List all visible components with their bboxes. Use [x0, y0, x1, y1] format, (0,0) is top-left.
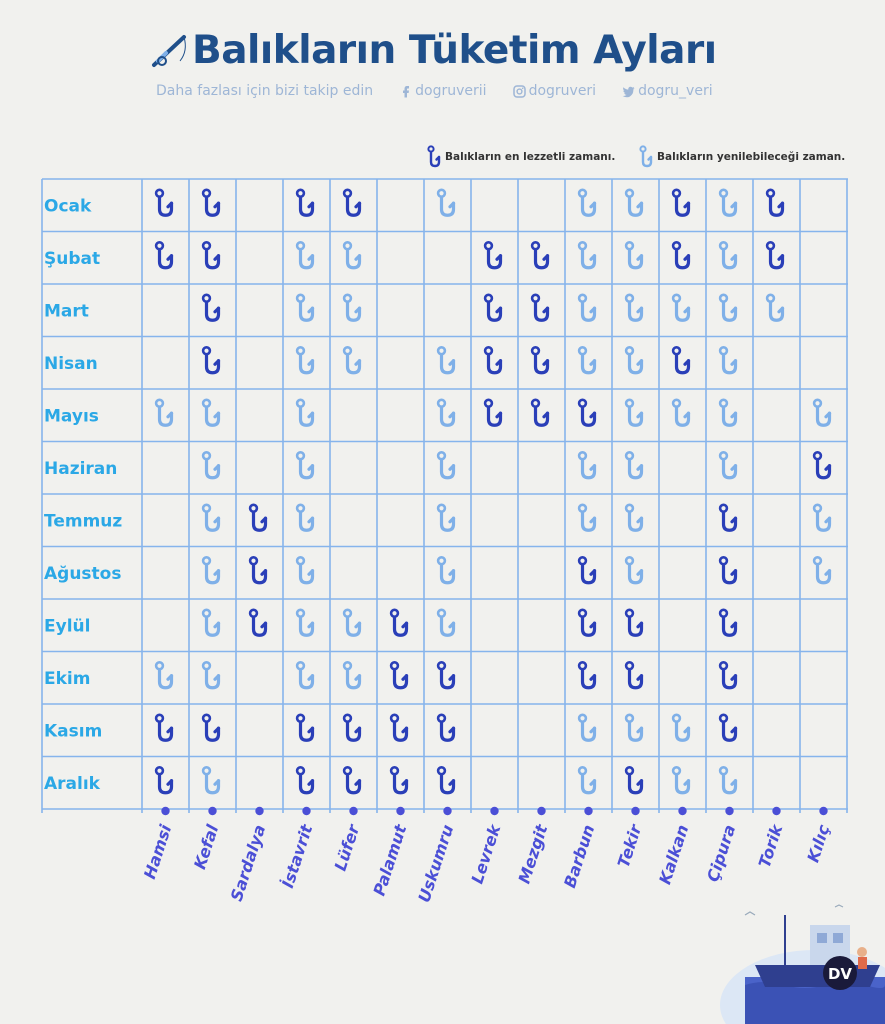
hook-light-icon — [720, 190, 735, 215]
hook-light-icon — [626, 347, 641, 372]
hook-light-icon — [203, 452, 218, 477]
fish-marker-dot — [161, 807, 169, 815]
fish-label: Torik — [754, 822, 787, 870]
fish-marker-dot — [819, 807, 827, 815]
fish-marker-dot — [725, 807, 733, 815]
hook-light-icon — [297, 295, 312, 320]
hook-light-icon — [626, 190, 641, 215]
hook-light-icon — [626, 295, 641, 320]
hook-light-icon — [438, 347, 453, 372]
hook-light-icon — [203, 662, 218, 687]
hook-light-icon — [720, 400, 735, 425]
hook-dark-icon — [673, 190, 688, 215]
fish-marker-dot — [443, 807, 451, 815]
month-label: Şubat — [44, 248, 101, 269]
fish-marker-dot — [678, 807, 686, 815]
hook-dark-icon — [579, 662, 594, 687]
fish-label: Barbun — [560, 822, 599, 891]
hook-light-icon — [438, 557, 453, 582]
hook-light-icon — [814, 557, 829, 582]
hook-light-icon — [579, 767, 594, 792]
hook-light-icon — [344, 662, 359, 687]
month-label: Eylül — [44, 616, 91, 637]
hook-dark-icon — [626, 767, 641, 792]
fish-label: Lüfer — [330, 822, 364, 874]
hook-light-icon — [344, 347, 359, 372]
fish-marker-dot — [349, 807, 357, 815]
hook-light-icon — [297, 557, 312, 582]
hook-dark-icon — [720, 610, 735, 635]
hook-dark-icon — [485, 347, 500, 372]
fish-label: Çipura — [703, 822, 740, 885]
hook-dark-icon — [532, 347, 547, 372]
hook-dark-icon — [391, 610, 406, 635]
hook-light-icon — [203, 610, 218, 635]
hook-dark-icon — [344, 767, 359, 792]
hook-light-icon — [626, 505, 641, 530]
month-label: Mayıs — [44, 406, 99, 427]
hook-light-icon — [344, 242, 359, 267]
hook-dark-icon — [391, 662, 406, 687]
hook-dark-icon — [767, 242, 782, 267]
hook-dark-icon — [297, 715, 312, 740]
hook-light-icon — [156, 400, 171, 425]
hook-dark-icon — [203, 295, 218, 320]
hook-light-icon — [297, 505, 312, 530]
fish-label: Hamsi — [139, 822, 176, 882]
hook-dark-icon — [156, 242, 171, 267]
hook-light-icon — [438, 400, 453, 425]
hook-dark-icon — [532, 400, 547, 425]
hook-light-icon — [203, 505, 218, 530]
hook-dark-icon — [203, 190, 218, 215]
fish-marker-dot — [490, 807, 498, 815]
hook-light-icon — [344, 610, 359, 635]
fish-marker-dot — [302, 807, 310, 815]
hook-light-icon — [767, 295, 782, 320]
hook-dark-icon — [485, 400, 500, 425]
month-label: Ağustos — [44, 563, 122, 584]
fish-label: Levrek — [467, 822, 505, 887]
hook-dark-icon — [297, 767, 312, 792]
month-label: Ocak — [44, 196, 92, 217]
fish-marker-dot — [772, 807, 780, 815]
hook-dark-icon — [532, 242, 547, 267]
hook-light-icon — [297, 610, 312, 635]
fish-marker-dot — [255, 807, 263, 815]
facebook-handle: dogruverii — [415, 83, 487, 99]
fish-marker-dot — [208, 807, 216, 815]
month-label: Nisan — [44, 353, 98, 374]
hook-dark-icon — [626, 662, 641, 687]
hook-dark-icon — [673, 347, 688, 372]
hook-light-icon — [297, 242, 312, 267]
hook-dark-icon — [532, 295, 547, 320]
hook-dark-icon — [156, 715, 171, 740]
hook-light-icon — [720, 347, 735, 372]
hook-light-icon — [203, 767, 218, 792]
hook-dark-icon — [203, 715, 218, 740]
hook-light-icon — [720, 767, 735, 792]
hook-light-icon — [814, 400, 829, 425]
hook-light-icon — [344, 295, 359, 320]
hook-dark-icon — [720, 715, 735, 740]
hook-dark-icon — [720, 557, 735, 582]
twitter-handle: dogru_veri — [638, 83, 713, 99]
hook-dark-icon — [156, 767, 171, 792]
month-label: Kasım — [44, 721, 103, 742]
fish-label: İstavrit — [278, 822, 317, 891]
hook-dark-icon — [250, 610, 265, 635]
hook-light-icon — [297, 662, 312, 687]
hook-dark-icon — [579, 610, 594, 635]
hook-dark-icon — [391, 715, 406, 740]
hook-light-icon — [579, 242, 594, 267]
hook-dark-icon — [767, 190, 782, 215]
fish-marker-dot — [537, 807, 545, 815]
hook-dark-icon — [485, 242, 500, 267]
fishing-boat-illustration — [715, 895, 885, 1024]
hook-dark-icon — [814, 452, 829, 477]
fish-marker-dot — [631, 807, 639, 815]
fish-label: Kılıç — [803, 822, 834, 865]
fish-marker-dot — [584, 807, 592, 815]
legend-best-label: Balıkların en lezzetli zamanı. — [445, 151, 616, 163]
hook-light-icon — [720, 452, 735, 477]
legend-edible-label: Balıkların yenilebileceği zaman. — [657, 151, 846, 163]
hook-dark-icon — [250, 557, 265, 582]
hook-light-icon — [438, 610, 453, 635]
hook-dark-icon — [579, 557, 594, 582]
hook-dark-icon — [297, 190, 312, 215]
hook-light-icon — [438, 190, 453, 215]
hook-light-icon — [438, 452, 453, 477]
hook-dark-icon — [720, 662, 735, 687]
hook-dark-icon — [438, 662, 453, 687]
fish-label: Tekir — [613, 822, 646, 870]
hook-dark-icon — [673, 242, 688, 267]
hook-light-icon — [579, 190, 594, 215]
hook-dark-icon — [626, 610, 641, 635]
fish-label: Palamut — [369, 822, 411, 899]
hook-light-icon — [720, 295, 735, 320]
hook-light-icon — [673, 767, 688, 792]
hook-light-icon — [814, 505, 829, 530]
month-label: Aralık — [44, 773, 100, 794]
hook-light-icon — [438, 505, 453, 530]
hook-dark-icon — [579, 400, 594, 425]
fish-label: Kalkan — [655, 822, 693, 887]
hook-dark-icon — [250, 505, 265, 530]
hook-light-icon — [673, 295, 688, 320]
fish-label: Kefal — [190, 822, 223, 872]
fish-label: Uskumru — [414, 822, 458, 905]
hook-light-icon — [203, 557, 218, 582]
hook-dark-icon — [344, 190, 359, 215]
hook-dark-icon — [720, 505, 735, 530]
fish-label: Mezgit — [514, 822, 552, 886]
page-title: Balıkların Tüketim Ayları — [192, 28, 717, 73]
hook-light-icon — [720, 242, 735, 267]
hook-light-icon — [156, 662, 171, 687]
month-label: Temmuz — [44, 511, 123, 532]
hook-dark-icon — [438, 767, 453, 792]
hook-dark-icon — [344, 715, 359, 740]
fish-marker-dot — [396, 807, 404, 815]
hook-light-icon — [626, 242, 641, 267]
hook-light-icon — [297, 347, 312, 372]
hook-light-icon — [626, 452, 641, 477]
hook-light-icon — [297, 452, 312, 477]
hook-dark-icon — [391, 767, 406, 792]
fish-label: Sardalya — [226, 822, 270, 904]
hook-light-icon — [579, 505, 594, 530]
hook-light-icon — [626, 557, 641, 582]
hook-light-icon — [673, 715, 688, 740]
hook-light-icon — [579, 347, 594, 372]
hook-dark-icon — [203, 242, 218, 267]
hook-light-icon — [673, 400, 688, 425]
hook-light-icon — [203, 400, 218, 425]
hook-light-icon — [626, 400, 641, 425]
hook-light-icon — [579, 715, 594, 740]
month-label: Haziran — [44, 458, 118, 479]
hook-light-icon — [297, 400, 312, 425]
hook-light-icon — [626, 715, 641, 740]
month-label: Ekim — [44, 668, 91, 689]
instagram-handle: dogruveri — [528, 83, 597, 99]
hook-light-icon — [579, 295, 594, 320]
subtitle: Daha fazlası için bizi takip edin — [156, 83, 374, 99]
hook-dark-icon — [156, 190, 171, 215]
logo-text: DV — [827, 965, 853, 983]
hook-dark-icon — [485, 295, 500, 320]
hook-dark-icon — [203, 347, 218, 372]
month-label: Mart — [44, 301, 89, 322]
hook-dark-icon — [438, 715, 453, 740]
hook-light-icon — [579, 452, 594, 477]
